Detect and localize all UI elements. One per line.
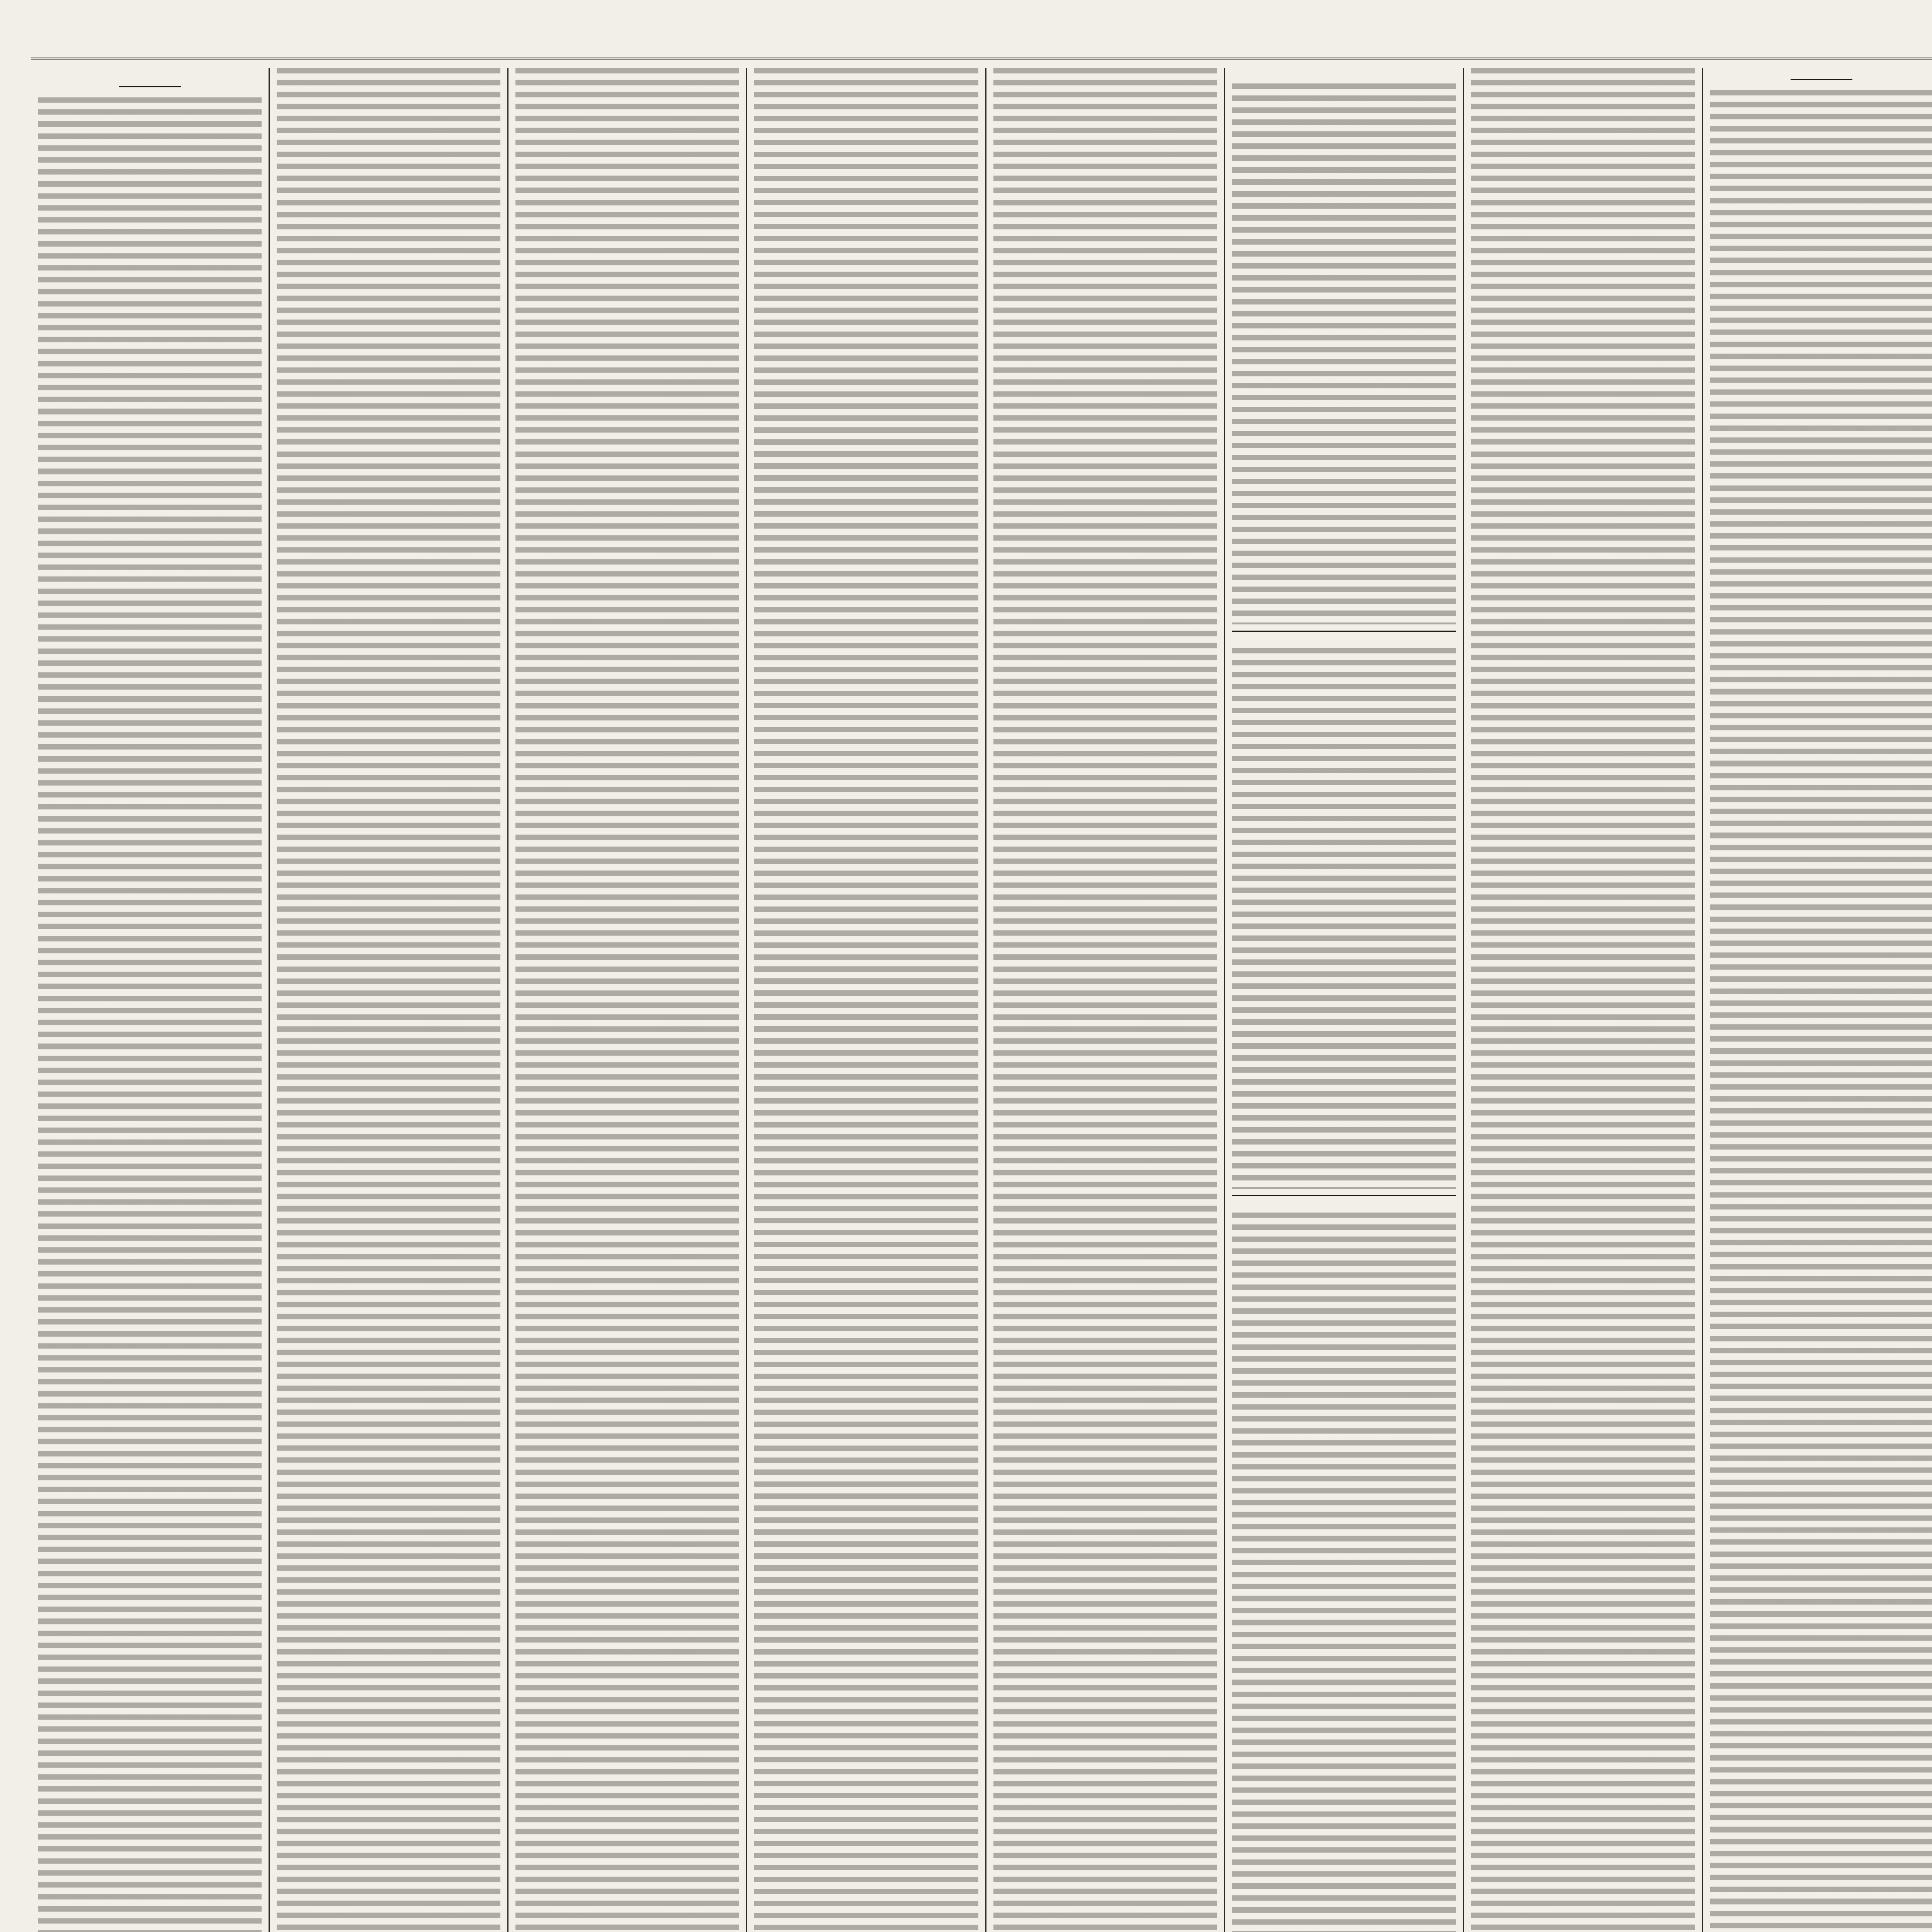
section-rule [119, 86, 181, 87]
column-1 [31, 68, 270, 1932]
column-7 [1464, 68, 1703, 1932]
column-body [277, 68, 500, 1932]
column-body [1232, 1213, 1456, 1932]
section-rule [1791, 79, 1852, 80]
column-4 [747, 68, 986, 1932]
masthead [31, 23, 1932, 60]
column-3 [509, 68, 747, 1932]
masthead-title [131, 17, 1840, 54]
palmerston-heading [1232, 1202, 1456, 1213]
rifle-heading [1232, 68, 1456, 83]
columns [31, 68, 1932, 1932]
column-2 [270, 68, 509, 1932]
column-body [993, 68, 1217, 1932]
column-rule [1232, 631, 1456, 632]
column-6 [1225, 68, 1464, 1932]
column-body [515, 68, 739, 1932]
column-body [38, 97, 262, 1932]
column-rule [1232, 1195, 1456, 1196]
column-body [1232, 648, 1456, 1189]
column-body [754, 68, 978, 1932]
column-body [1232, 83, 1456, 624]
hutt-heading [1232, 638, 1456, 648]
bowls-heading [1710, 68, 1932, 90]
column-body [1471, 68, 1695, 1932]
letters-heading [38, 68, 262, 97]
column-body [1710, 90, 1932, 1932]
column-5 [986, 68, 1225, 1932]
column-8 [1703, 68, 1932, 1932]
